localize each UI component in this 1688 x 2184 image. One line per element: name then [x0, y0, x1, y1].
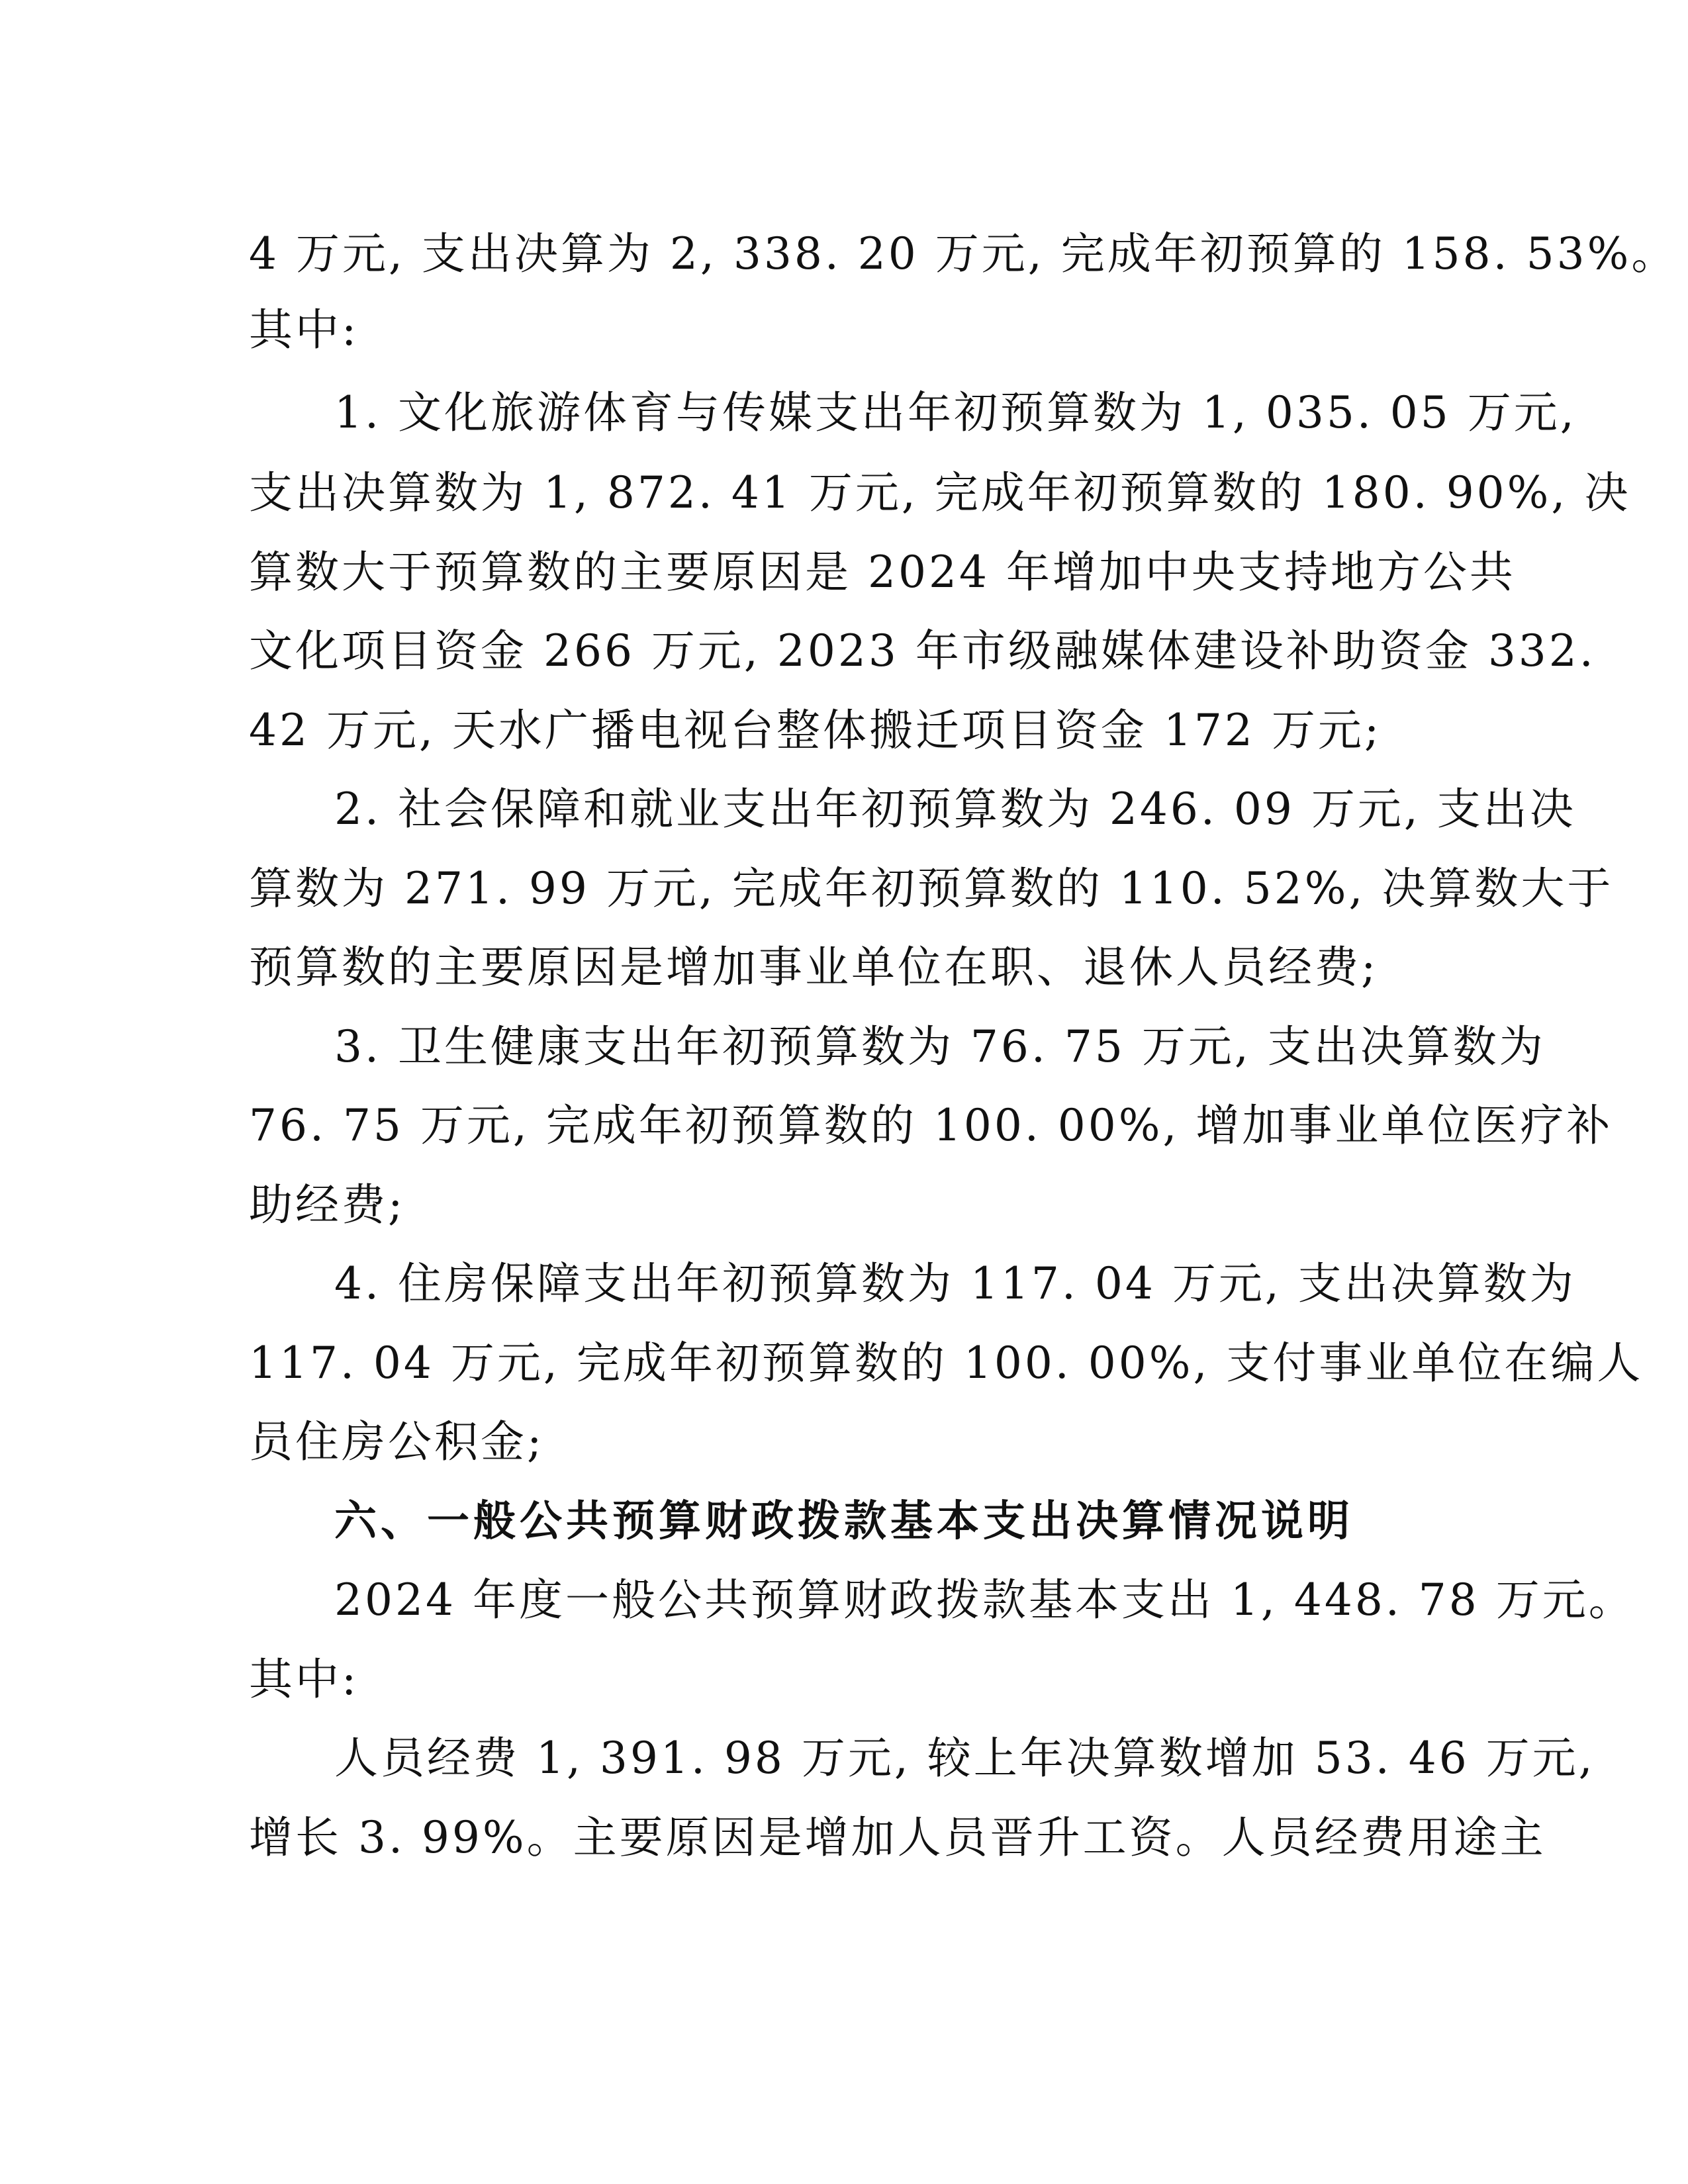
paragraph-line: 其中: — [249, 1654, 359, 1705]
paragraph-line: 1. 文化旅游体育与传媒支出年初预算数为 1, 035. 05 万元, — [334, 387, 1577, 438]
paragraph-line: 员住房公积金; — [249, 1416, 545, 1467]
paragraph-line: 增长 3. 99%。主要原因是增加人员晋升工资。人员经费用途主 — [249, 1812, 1546, 1863]
paragraph-line: 支出决算数为 1, 872. 41 万元, 完成年初预算数的 180. 90%, 决 — [249, 467, 1631, 518]
paragraph-line: 文化项目资金 266 万元, 2023 年市级融媒体建设补助资金 332. — [249, 625, 1596, 676]
paragraph-line: 人员经费 1, 391. 98 万元, 较上年决算数增加 53. 46 万元, — [334, 1733, 1595, 1784]
paragraph-line: 助经费; — [249, 1179, 406, 1230]
paragraph-line: 4. 住房保障支出年初预算数为 117. 04 万元, 支出决算数为 — [334, 1258, 1576, 1309]
paragraph-line: 其中: — [249, 304, 359, 355]
paragraph-line: 117. 04 万元, 完成年初预算数的 100. 00%, 支付事业单位在编人 — [249, 1338, 1644, 1388]
paragraph-line: 4 万元, 支出决算为 2, 338. 20 万元, 完成年初预算的 158. 53%。 — [249, 228, 1678, 279]
paragraph-line: 算数大于预算数的主要原因是 2024 年增加中央支持地方公共 — [249, 547, 1516, 598]
paragraph-line: 3. 卫生健康支出年初预算数为 76. 75 万元, 支出决算数为 — [334, 1021, 1546, 1072]
paragraph-line: 42 万元, 天水广播电视台整体搬迁项目资金 172 万元; — [249, 705, 1382, 756]
paragraph-line: 2024 年度一般公共预算财政拨款基本支出 1, 448. 78 万元。 — [334, 1574, 1635, 1625]
paragraph-line: 2. 社会保障和就业支出年初预算数为 246. 09 万元, 支出决 — [334, 784, 1576, 835]
paragraph-line: 算数为 271. 99 万元, 完成年初预算数的 110. 52%, 决算数大于 — [249, 863, 1614, 914]
section-heading: 六、一般公共预算财政拨款基本支出决算情况说明 — [334, 1497, 1354, 1546]
paragraph-line: 预算数的主要原因是增加事业单位在职、退休人员经费; — [249, 942, 1379, 993]
paragraph-line: 76. 75 万元, 完成年初预算数的 100. 00%, 增加事业单位医疗补 — [249, 1100, 1613, 1151]
